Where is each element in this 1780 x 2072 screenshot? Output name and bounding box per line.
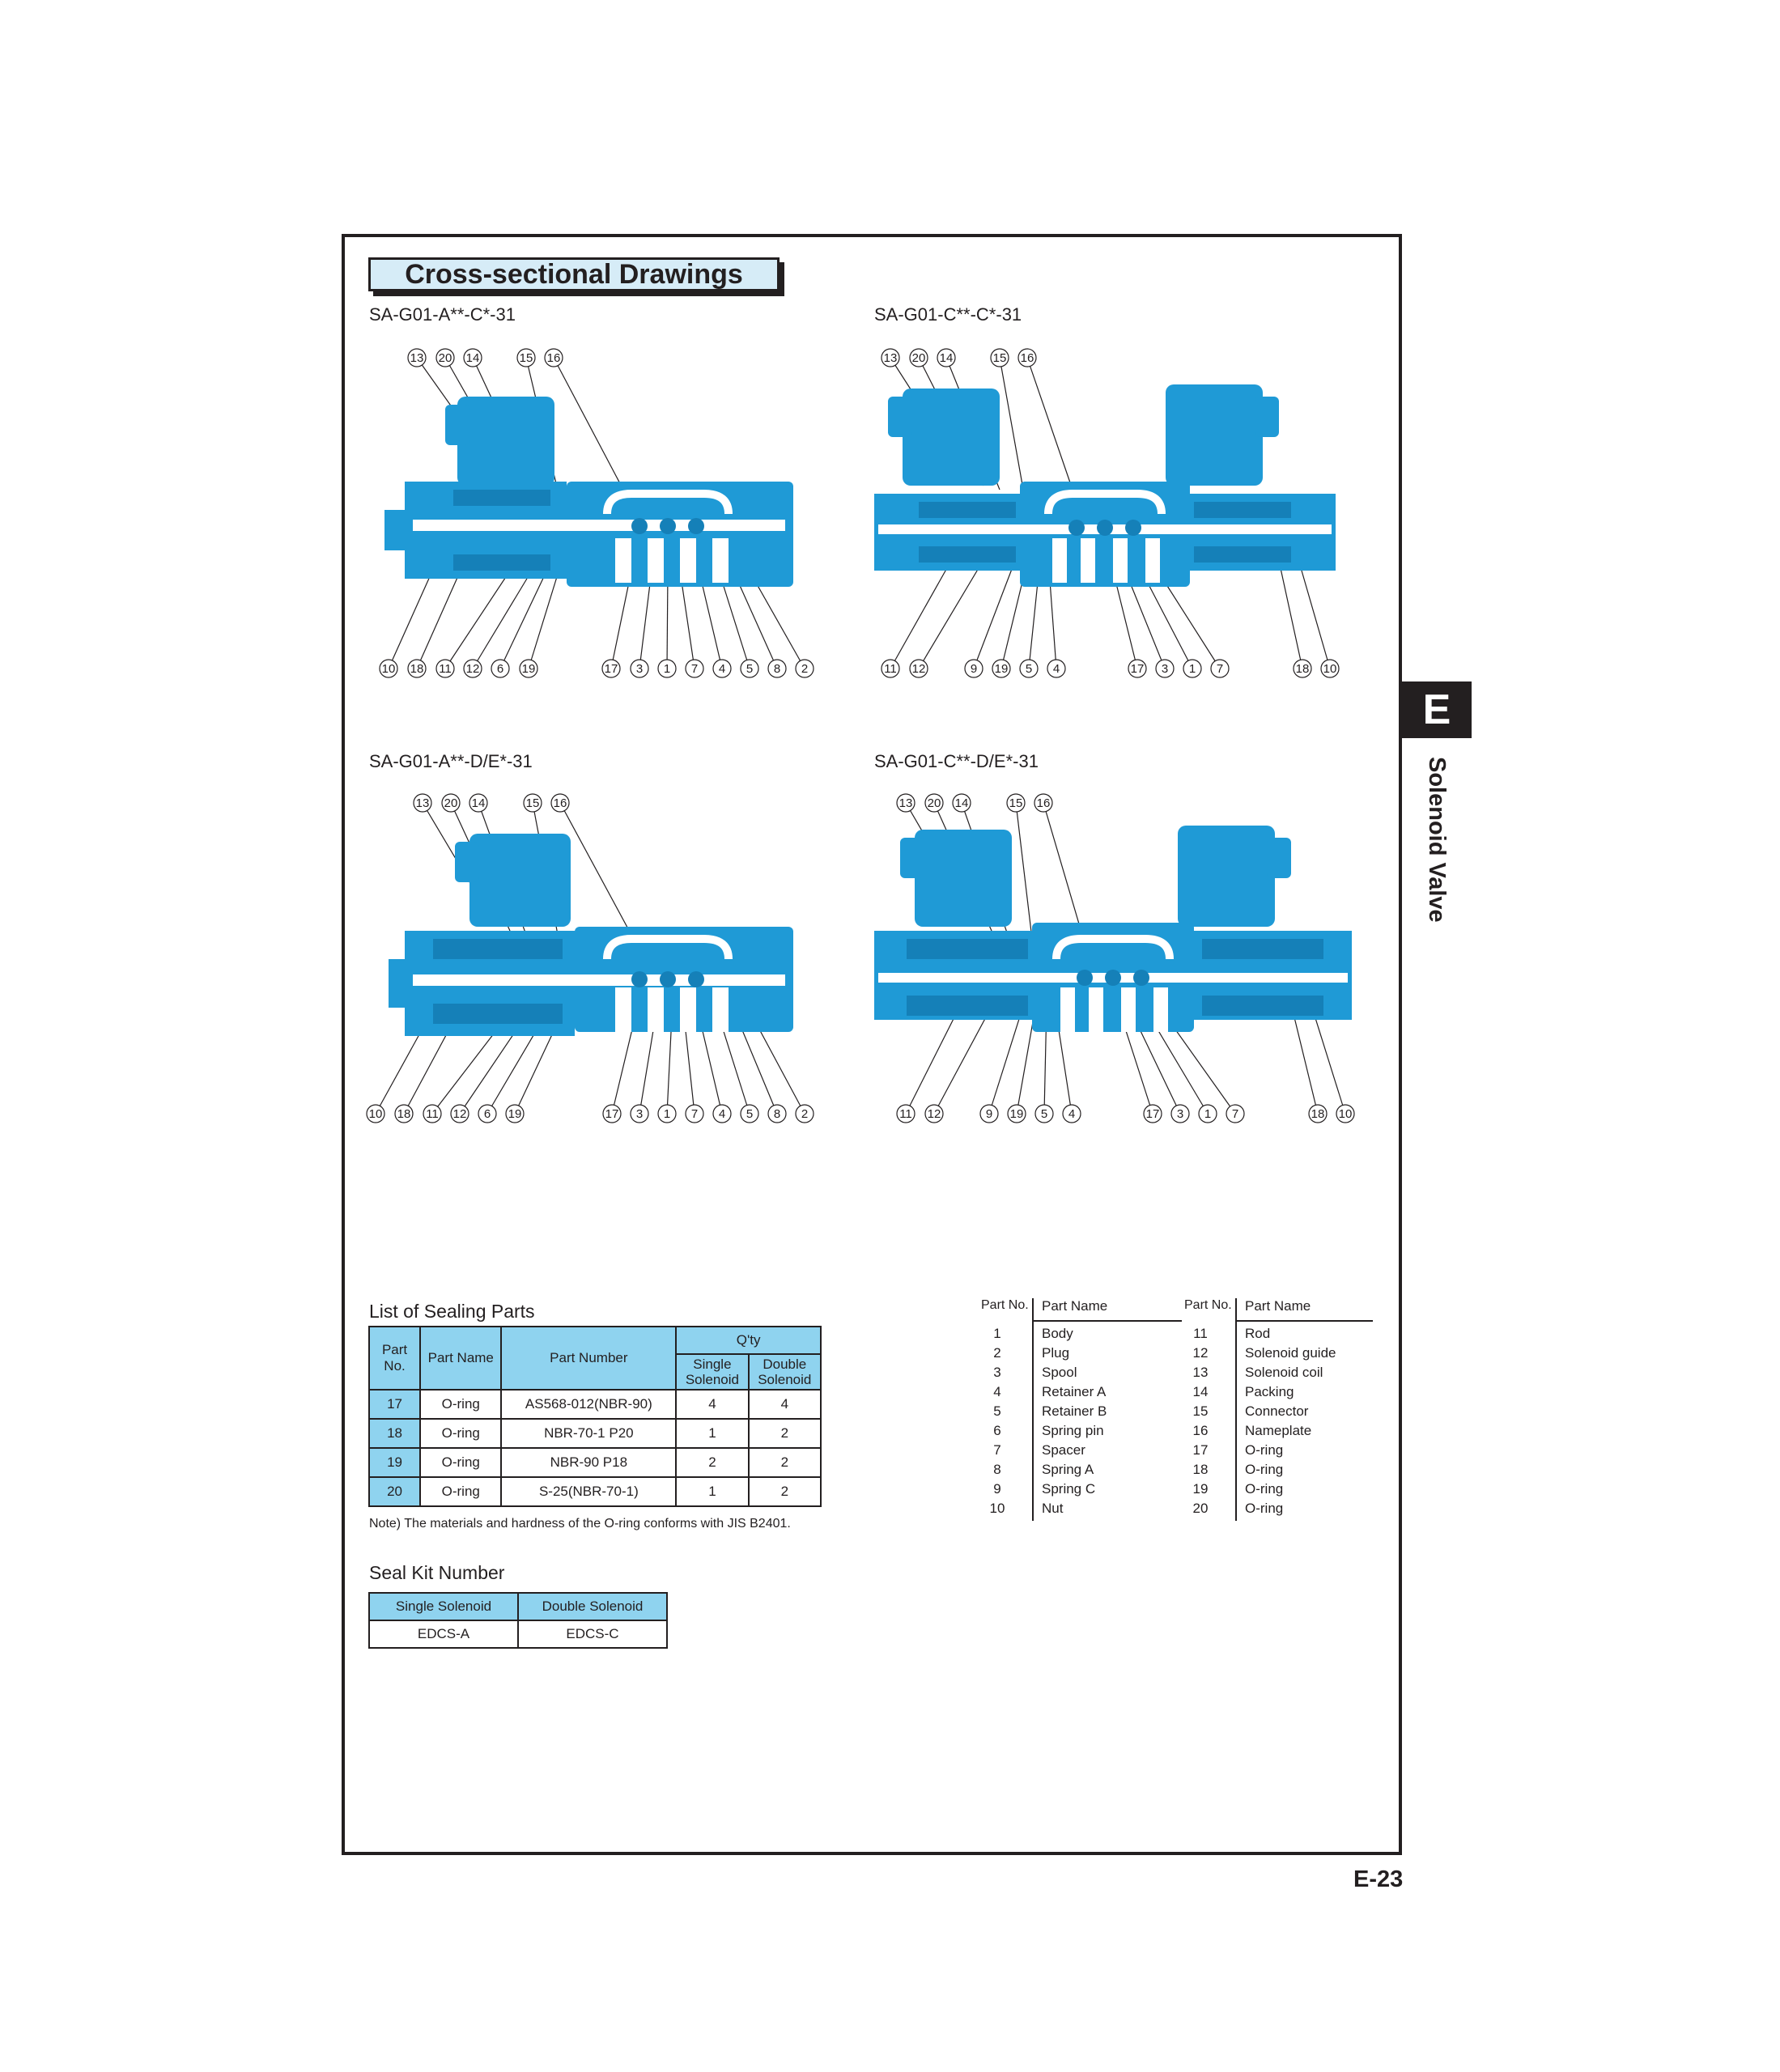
callout-label: 11	[884, 662, 897, 676]
cell-part-name: O-ring	[420, 1419, 501, 1448]
part-no: 17	[1192, 1442, 1209, 1458]
sealing-parts-table	[368, 1326, 822, 1507]
callout-label: 16	[546, 351, 561, 365]
parts-list-right	[1184, 1298, 1379, 1525]
callout-label: 5	[746, 1107, 754, 1121]
callout-label: 18	[1311, 1107, 1325, 1121]
callout-label: 12	[911, 662, 926, 676]
callout-label: 15	[1009, 796, 1023, 810]
page-title: Cross-sectional Drawings	[368, 257, 780, 291]
part-no: 7	[993, 1442, 1001, 1458]
part-no: 20	[1192, 1501, 1209, 1516]
cross-section-drawing-4	[870, 785, 1356, 1133]
section-tab: E	[1402, 681, 1472, 738]
callout-label: 2	[801, 662, 809, 676]
callout-label: 20	[927, 796, 941, 810]
callout-label: 18	[397, 1107, 411, 1121]
drawing-caption-2: SA-G01-C**-C*-31	[874, 304, 1022, 325]
callout-label: 1	[1204, 1107, 1212, 1121]
callout-label: 20	[438, 351, 452, 365]
part-name: Spool	[1042, 1365, 1077, 1380]
callout-label: 6	[496, 662, 504, 676]
callout-label: 8	[773, 662, 781, 676]
part-name: Retainer B	[1042, 1403, 1107, 1419]
cell-part-no: 17	[369, 1390, 420, 1419]
cell-single: 1	[676, 1477, 748, 1506]
header-double-solenoid: Double Solenoid	[518, 1593, 667, 1620]
callout-label: 15	[525, 796, 540, 810]
part-name: O-ring	[1245, 1442, 1284, 1458]
header-part-number: Part Number	[501, 1327, 676, 1390]
cross-section-drawing-1	[364, 340, 834, 688]
callout-label: 20	[444, 796, 458, 810]
callout-label: 16	[553, 796, 567, 810]
part-no: 10	[989, 1501, 1005, 1516]
part-no: 4	[993, 1384, 1001, 1399]
part-no: 11	[1193, 1326, 1208, 1341]
sealing-note: Note) The materials and hardness of the O-ring conforms with JIS B2401.	[369, 1517, 791, 1531]
callout-label: 18	[1295, 662, 1310, 676]
callout-label: 5	[1040, 1107, 1048, 1121]
parts-list-left	[981, 1298, 1175, 1525]
callout-label: 7	[1216, 662, 1224, 676]
callout-label: 4	[718, 1107, 726, 1121]
cell-single: 4	[676, 1390, 748, 1419]
cross-section-drawing-3	[356, 785, 826, 1133]
callout-label: 3	[1161, 662, 1169, 676]
part-name: Rod	[1245, 1326, 1271, 1341]
callout-label: 19	[1009, 1107, 1024, 1121]
part-no: 19	[1192, 1481, 1209, 1497]
cell-part-no: 18	[369, 1419, 420, 1448]
callout-label: 15	[992, 351, 1007, 365]
header-single: Single Solenoid	[676, 1354, 748, 1390]
callout-label: 6	[483, 1107, 491, 1121]
callout-label: 20	[911, 351, 926, 365]
callout-label: 14	[954, 796, 969, 810]
cell-part-number: NBR-70-1 P20	[501, 1419, 676, 1448]
part-name: Connector	[1245, 1403, 1309, 1419]
part-name: Retainer A	[1042, 1384, 1107, 1399]
header-part-no: Part No.	[369, 1327, 420, 1390]
cell-single: 2	[676, 1448, 748, 1477]
part-no: 9	[993, 1481, 1001, 1497]
cell-double: 2	[749, 1477, 821, 1506]
callout-label: 13	[883, 351, 898, 365]
callout-label: 19	[521, 662, 536, 676]
callout-label: 14	[465, 351, 480, 365]
part-name: Body	[1042, 1326, 1073, 1341]
parts-header-name: Part Name	[1245, 1298, 1311, 1314]
callout-label: 12	[927, 1107, 941, 1121]
callout-label: 14	[939, 351, 954, 365]
callout-label: 10	[368, 1107, 383, 1121]
parts-header-name: Part Name	[1042, 1298, 1108, 1314]
section-tab-label: Solenoid Valve	[1424, 757, 1450, 923]
drawing-caption-4: SA-G01-C**-D/E*-31	[874, 751, 1039, 771]
callout-label: 19	[994, 662, 1009, 676]
part-no: 8	[993, 1462, 1001, 1477]
callout-label: 16	[1020, 351, 1034, 365]
part-no: 13	[1192, 1365, 1209, 1380]
seal-kit-single: EDCS-A	[369, 1620, 518, 1648]
seal-kit-table	[368, 1592, 668, 1649]
callout-label: 17	[604, 662, 618, 676]
callout-label: 19	[508, 1107, 522, 1121]
callout-label: 13	[898, 796, 913, 810]
part-no: 15	[1192, 1403, 1209, 1419]
callout-label: 3	[635, 1107, 644, 1121]
callout-label: 9	[970, 662, 978, 676]
callout-label: 1	[663, 662, 671, 676]
part-name: Spring C	[1042, 1481, 1096, 1497]
callout-label: 11	[426, 1107, 439, 1121]
callout-label: 12	[452, 1107, 467, 1121]
callout-label: 10	[1323, 662, 1337, 676]
callout-label: 18	[410, 662, 424, 676]
callout-label: 1	[663, 1107, 671, 1121]
part-name: Spring A	[1042, 1462, 1094, 1477]
part-no: 1	[993, 1326, 1001, 1341]
cell-part-no: 20	[369, 1477, 420, 1506]
header-part-name: Part Name	[420, 1327, 501, 1390]
header-single-solenoid: Single Solenoid	[369, 1593, 518, 1620]
part-no: 18	[1192, 1462, 1209, 1477]
cell-double: 2	[749, 1419, 821, 1448]
callout-label: 17	[1145, 1107, 1160, 1121]
part-no: 16	[1192, 1423, 1209, 1438]
callout-label: 7	[690, 662, 699, 676]
cell-part-number: NBR-90 P18	[501, 1448, 676, 1477]
cell-double: 4	[749, 1390, 821, 1419]
callout-label: 9	[985, 1107, 993, 1121]
callout-label: 13	[410, 351, 424, 365]
parts-header-no: Part No.	[1184, 1298, 1232, 1312]
callout-label: 11	[899, 1107, 912, 1121]
callout-label: 5	[1025, 662, 1033, 676]
parts-header-no: Part No.	[981, 1298, 1029, 1312]
header-double: Double Solenoid	[749, 1354, 821, 1390]
table-row	[369, 1477, 821, 1506]
callout-label: 12	[465, 662, 480, 676]
drawing-caption-1: SA-G01-A**-C*-31	[369, 304, 516, 325]
callout-label: 4	[1052, 662, 1060, 676]
cell-part-no: 19	[369, 1448, 420, 1477]
part-name: O-ring	[1245, 1481, 1284, 1497]
callout-label: 13	[415, 796, 430, 810]
part-name: Nut	[1042, 1501, 1064, 1516]
seal-kit-title: Seal Kit Number	[369, 1562, 505, 1583]
part-no: 14	[1192, 1384, 1209, 1399]
drawing-caption-3: SA-G01-A**-D/E*-31	[369, 751, 533, 771]
part-no: 5	[993, 1403, 1001, 1419]
cell-part-number: AS568-012(NBR-90)	[501, 1390, 676, 1419]
cell-part-name: O-ring	[420, 1390, 501, 1419]
part-name: O-ring	[1245, 1501, 1284, 1516]
callout-label: 11	[439, 662, 452, 676]
callout-label: 1	[1188, 662, 1196, 676]
sealing-parts-title: List of Sealing Parts	[369, 1301, 535, 1322]
seal-kit-double: EDCS-C	[518, 1620, 667, 1648]
callout-label: 10	[1338, 1107, 1353, 1121]
part-name: Solenoid coil	[1245, 1365, 1323, 1380]
cross-section-drawing-2	[870, 340, 1356, 688]
cell-single: 1	[676, 1419, 748, 1448]
part-name: Packing	[1245, 1384, 1294, 1399]
part-name: Plug	[1042, 1345, 1070, 1361]
callout-label: 7	[1231, 1107, 1239, 1121]
callout-label: 16	[1036, 796, 1051, 810]
callout-label: 17	[1130, 662, 1145, 676]
callout-label: 4	[718, 662, 726, 676]
part-no: 12	[1192, 1345, 1209, 1361]
part-no: 2	[993, 1345, 1001, 1361]
callout-label: 8	[773, 1107, 781, 1121]
part-name: Spring pin	[1042, 1423, 1104, 1438]
part-name: Nameplate	[1245, 1423, 1312, 1438]
table-row	[369, 1419, 821, 1448]
page-number: E-23	[1353, 1866, 1404, 1892]
table-row	[369, 1390, 821, 1419]
callout-label: 3	[635, 662, 644, 676]
part-name: Spacer	[1042, 1442, 1085, 1458]
callout-label: 3	[1176, 1107, 1184, 1121]
callout-label: 2	[801, 1107, 809, 1121]
cell-part-name: O-ring	[420, 1448, 501, 1477]
table-row	[369, 1448, 821, 1477]
callout-label: 15	[519, 351, 533, 365]
part-name: Solenoid guide	[1245, 1345, 1336, 1361]
cell-double: 2	[749, 1448, 821, 1477]
header-qty: Q'ty	[676, 1327, 821, 1354]
part-no: 6	[993, 1423, 1001, 1438]
callout-label: 17	[605, 1107, 619, 1121]
callout-label: 10	[381, 662, 396, 676]
cell-part-number: S-25(NBR-70-1)	[501, 1477, 676, 1506]
part-no: 3	[993, 1365, 1001, 1380]
callout-label: 7	[690, 1107, 699, 1121]
callout-label: 5	[746, 662, 754, 676]
cell-part-name: O-ring	[420, 1477, 501, 1506]
callout-label: 4	[1068, 1107, 1076, 1121]
callout-label: 14	[471, 796, 486, 810]
part-name: O-ring	[1245, 1462, 1284, 1477]
